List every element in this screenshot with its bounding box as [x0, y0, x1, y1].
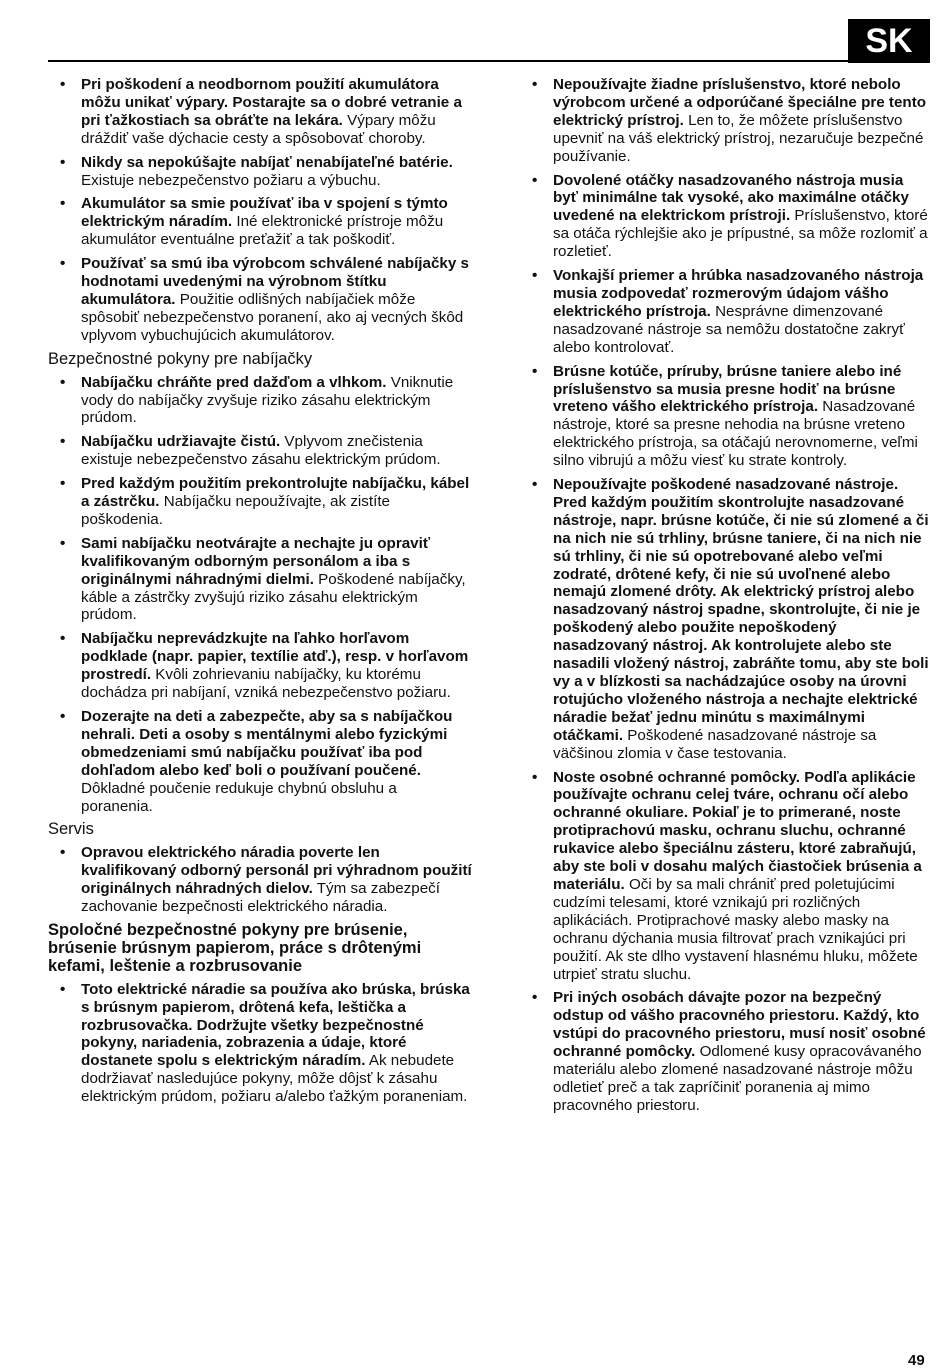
bullet-normal-text: Príslušenstvo, ktoré sa otáča rýchlejšie ako je prípustné, sa môže rozlomiť a rozletieť. — [553, 207, 928, 261]
bullet-normal-text: Vniknutie vody do nabíjačky zvyšuje riziko zásahu elektrickým prúdom. — [81, 373, 454, 427]
bullet-normal-text: Vplyvom znečistenia existuje nebezpečenstvo zásahu elektrickým prúdom. — [81, 433, 441, 469]
left-column — [48, 76, 472, 1112]
bullet-normal-text: Oči by sa mali chrániť pred poletujúcimi cudzími telesami, ktoré vznikajú pri rozličných aplikáciách. Protiprachové masky alebo masky na ochranu dýchania musia filtrovať prach vznikajúci pri použití. Ak ste dlho vystavení hlasnému hluku, môžete utrpieť stratu sluchu. — [553, 875, 918, 983]
bullet-normal-text: Výpary môžu dráždiť vaše dýchacie cesty a spôsobovať choroby. — [81, 111, 436, 147]
bullet-bold-text: Nabíjačku neprevádzkujte na ľahko horľavom podklade (napr. papier, textílie atď.), resp. v horľavom prostredí. — [81, 630, 469, 684]
right-column — [520, 76, 930, 1121]
bullet-normal-text: Poškodené nabíjačky, káble a zástrčky zvyšujú riziko zásahu elektrickým prúdom. — [81, 570, 466, 624]
battery-safety-list — [48, 76, 472, 345]
bullet-normal-text: Dôkladné poučenie redukuje chybnú obsluhu a poranenia. — [81, 779, 397, 815]
bullet-item — [520, 476, 930, 763]
service-list — [48, 844, 472, 916]
bullet-bold-text: Dozerajte na deti a zabezpečte, aby sa s nabíjačkou nehrali. Deti a osoby s mentálnymi alebo fyzickými obmedzeniami smú nabíjačku používať iba pod dohľadom alebo keď boli o používaní poučené. — [81, 708, 453, 779]
bullet-bold-text: Nabíjačku udržiavajte čistú. — [81, 433, 281, 451]
bullet-normal-text: Nasadzované nástroje, ktoré sa presne nehodia na brúsne vreteno elektrického prístroja, sa otáčajú nerovnomerne, veľmi silno vibrujú a môžu viesť ku strate kontroly. — [553, 398, 918, 470]
bullet-bold-text: Pred každým použitím prekontrolujte nabíjačku, kábel a zástrčku. — [81, 475, 470, 511]
bullet-bold-text: Dovolené otáčky nasadzovaného nástroja musia byť minimálne tak vysoké, ako maximálne otáčky uvedené na elektrickom prístroji. — [553, 171, 909, 225]
bullet-item — [520, 363, 930, 470]
bullet-normal-text: Existuje nebezpečenstvo požiaru a výbuchu. — [81, 171, 381, 189]
bullet-bold-text: Brúsne kotúče, príruby, brúsne taniere alebo iné príslušenstvo sa musia presne hodiť na brúsne vreteno vášho elektrického prístroja. — [553, 362, 902, 416]
bullet-bold-text: Používať sa smú iba výrobcom schválené nabíjačky s hodnotami uvedenými na výrobnom štítku akumulátora. — [81, 255, 469, 308]
bullet-item — [48, 255, 472, 345]
bullet-item — [48, 374, 472, 428]
bullet-item — [520, 267, 930, 357]
language-badge: SK — [848, 19, 930, 63]
bullet-bold-text: Nepoužívajte žiadne príslušenstvo, ktoré nebolo výrobcom určené a odporúčané špeciálne pre tento elektrický prístroj. — [553, 76, 927, 129]
bullet-item — [48, 475, 472, 529]
accessory-safety-list — [520, 76, 930, 1115]
bullet-normal-text: Ak nebudete dodržiavať nasledujúce pokyny, môže dôjsť k zásahu elektrickým prúdom, požiaru a/alebo ťažkým poraneniam. — [81, 1052, 468, 1106]
bullet-normal-text: Nesprávne dimenzované nasadzované nástroje sa nemôžu dostatočne zakryť alebo kontrolovať. — [553, 302, 905, 356]
charger-safety-list — [48, 374, 472, 816]
grinding-safety-heading: Spoločné bezpečnostné pokyny pre brúsenie, brúsenie brúsnym papierom, práce s drôtenými kefami, leštenie a rozbrusovanie — [48, 920, 422, 975]
bullet-item — [48, 844, 472, 916]
service-heading: Servis — [48, 820, 94, 839]
bullet-item — [48, 76, 472, 148]
bullet-bold-text: Pri poškodení a neodbornom použití akumulátora môžu unikať výpary. Postarajte sa o dobré vetranie a pri ťažkostiach sa obráťte na lekára. — [81, 76, 462, 129]
header-rule — [48, 60, 848, 62]
bullet-item — [520, 172, 930, 262]
bullet-normal-text: Odlomené kusy opracovávaného materiálu alebo zlomené nasadzované nástroje môžu odletieť preč a tak zapríčiniť poranenia aj mimo pracovného priestoru. — [553, 1043, 922, 1114]
bullet-item — [520, 769, 930, 984]
bullet-normal-text: Nabíjačku nepoužívajte, ak zistíte poškodenia. — [81, 493, 390, 528]
bullet-bold-text: Akumulátor sa smie používať iba v spojení s týmto elektrickým náradím. — [81, 195, 448, 231]
bullet-item — [48, 708, 472, 815]
bullet-bold-text: Nepoužívajte poškodené nasadzované nástroje. Pred každým použitím skontrolujte nasadzované nástroje, napr. brúsne kotúče, či nie sú zlomené a či na nich nie sú trhliny, brúsne taniere, či na nich nie sú trhliny, či nie sú opotrebované alebo veľmi zodraté, drôtené kefy, či nie sú uvoľnené alebo nemajú zlomené drôty. Ak elektrický prístroj alebo nasadzovaný nástroj spadne, skontrolujte, či nie je poškodený alebo použite nepoškodený nasadzovaný nástroj. Ak kontrolujete alebo ste nasadili vložený nástroj, zabráňte tomu, aby ste boli vy a v blízkosti sa nachádzajúce osoby na úrovni rotujúcho vloženého nástroja a nechajte elektrické náradie bežať jednu minútu s maximálnymi otáčkami. — [553, 476, 929, 744]
bullet-bold-text: Nabíjačku chráňte pred dažďom a vlhkom. — [81, 373, 387, 391]
bullet-bold-text: Opravou elektrického náradia poverte len kvalifikovaný odborný personál pri výhradnom použití originálnych náhradných dielov. — [81, 844, 472, 898]
bullet-bold-text: Sami nabíjačku neotvárajte a nechajte ju opraviť kvalifikovaným odborným personálom a iba s originálnymi náhradnými dielmi. — [81, 534, 431, 588]
bullet-bold-text: Pri iných osobách dávajte pozor na bezpečný odstup od vášho pracovného priestoru. Každý, kto vstúpi do pracovného priestoru, musí nosiť osobné ochranné pomôcky. — [553, 989, 926, 1061]
bullet-normal-text: Len to, že môžete príslušenstvo upevniť na váš elektrický prístroj, nezaručuje bezpečné používanie. — [553, 111, 924, 165]
bullet-item — [48, 154, 472, 190]
bullet-item — [48, 981, 472, 1106]
bullet-bold-text: Noste osobné ochranné pomôcky. Podľa aplikácie používajte ochranu celej tváre, ochranu očí alebo ochranné okuliare. Pokiaľ je to primerané, noste protiprachovú masku, ochranu sluchu, ochranné rukavice alebo špeciálnu zásteru, ktoré zabraňujú, aby ste boli v dosahu malých čiastočiek brúsenia a materiálu. — [553, 768, 922, 893]
bullet-item — [48, 535, 472, 625]
page-number: 49 — [908, 1352, 925, 1369]
bullet-bold-text: Nikdy sa nepokúšajte nabíjať nenabíjateľné batérie. — [81, 153, 453, 171]
bullet-item — [520, 76, 930, 166]
bullet-normal-text: Použitie odlišných nabíjačiek môže spôsobiť nebezpečenstvo poranení, ako aj vecných škôd vplyvom vybuchujúcich akumulátorov. — [81, 290, 464, 344]
bullet-bold-text: Toto elektrické náradie sa používa ako brúska, brúska s brúsnym papierom, drôtená kefa, leštička a rozbrusovačka. Dodržujte všetky bezpečnostné pokyny, nariadenia, zobrazenia a údaje, ktoré dostanete spolu s elektrickým náradím. — [81, 980, 470, 1070]
bullet-item — [520, 989, 930, 1114]
charger-safety-heading: Bezpečnostné pokyny pre nabíjačky — [48, 349, 313, 368]
bullet-normal-text: Tým sa zabezpečí zachovanie bezpečnosti elektrického náradia. — [81, 880, 440, 916]
bullet-item — [48, 433, 472, 469]
bullet-bold-text: Vonkajší priemer a hrúbka nasadzovaného nástroja musia zodpovedať rozmerovým údajom vášho elektrického prístroja. — [553, 267, 924, 320]
bullet-normal-text: Kvôli zohrievaniu nabíjačky, ku ktorému dochádza pri nabíjaní, vzniká nebezpečenstvo požiaru. — [81, 666, 451, 702]
grinding-safety-list — [48, 981, 472, 1106]
bullet-item — [48, 630, 472, 702]
bullet-item — [48, 195, 472, 249]
bullet-normal-text: Iné elektronické prístroje môžu akumulátor eventuálne preťažiť a tak poškodiť. — [81, 213, 444, 249]
bullet-normal-text: Poškodené nasadzované nástroje sa väčšinou zlomia v čase testovania. — [553, 726, 877, 762]
